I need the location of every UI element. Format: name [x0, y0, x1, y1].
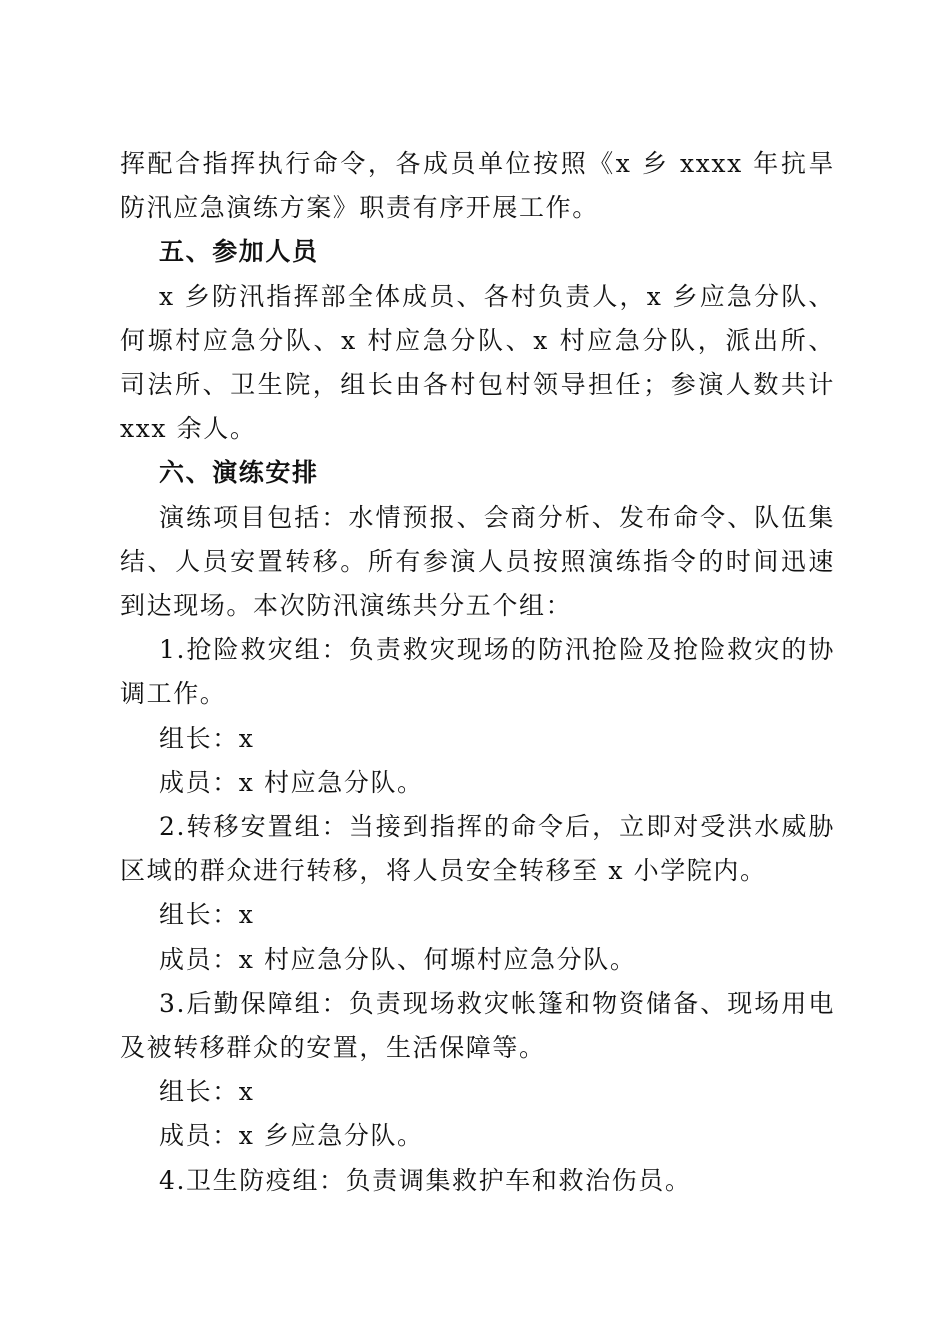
paragraph-group-3: 3.后勤保障组：负责现场救灾帐篷和物资储备、现场用电及被转移群众的安置，生活保障等。: [120, 988, 835, 1063]
paragraph-drill-items: 演练项目包括：水情预报、会商分析、发布命令、队伍集结、人员安置转移。所有参演人员按照演练指令的时间迅速到达现场。本次防汛演练共分五个组：: [120, 502, 835, 621]
paragraph-group-4: 4.卫生防疫组：负责调集救护车和救治伤员。: [159, 1165, 692, 1195]
paragraph-participants: x 乡防汛指挥部全体成员、各村负责人，x 乡应急分队、何塬村应急分队、x 村应急分队、x 村应急分队，派出所、司法所、卫生院，组长由各村包村领导担任；参演人数共计 xxx 余人。: [120, 281, 835, 444]
document-body: [120, 142, 835, 1203]
paragraph-group-2-members: 成员：x 村应急分队、何塬村应急分队。: [159, 944, 637, 974]
paragraph-group-3-members: 成员：x 乡应急分队。: [159, 1121, 424, 1151]
paragraph-group-1: 1.抢险救灾组：负责救灾现场的防汛抢险及抢险救灾的协调工作。: [120, 635, 835, 709]
paragraph-group-2: 2.转移安置组：当接到指挥的命令后，立即对受洪水威胁区域的群众进行转移，将人员安全转移至 x 小学院内。: [120, 812, 835, 886]
paragraph-group-2-leader: 组长：x: [159, 900, 255, 930]
paragraph-group-3-leader: 组长：x: [159, 1077, 255, 1107]
paragraph-group-1-members: 成员：x 村应急分队。: [159, 767, 424, 797]
paragraph-continuation: 挥配合指挥执行命令，各成员单位按照《x 乡 xxxx 年抗旱防汛应急演练方案》职责有序开展工作。: [120, 149, 835, 223]
section-heading-participants: 五、参加人员: [159, 237, 319, 267]
paragraph-group-1-leader: 组长：x: [159, 723, 255, 753]
section-heading-drill-arrangement: 六、演练安排: [159, 458, 319, 488]
